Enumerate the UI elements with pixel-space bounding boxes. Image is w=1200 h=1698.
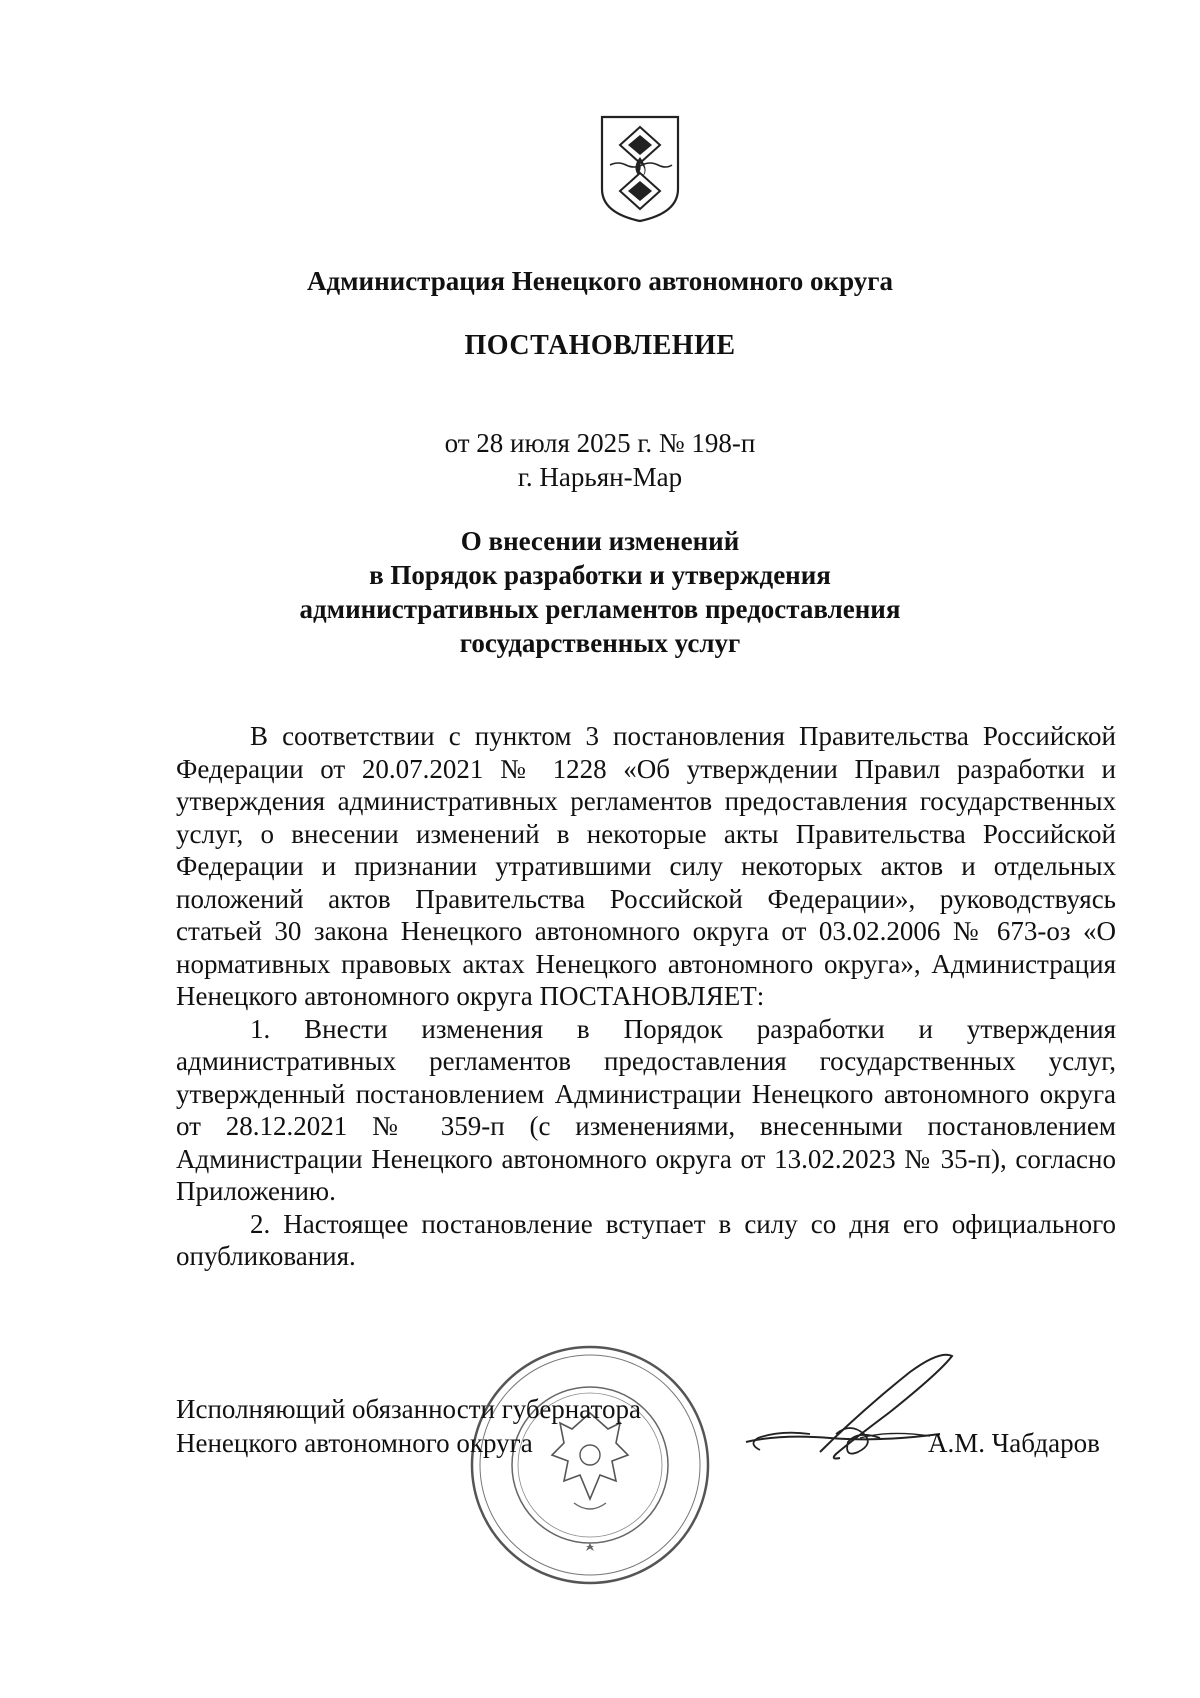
- document-city: г. Нарьян-Мар: [517, 462, 683, 492]
- signer-position-line: Исполняющий обязанности губернатора: [176, 1394, 641, 1424]
- coat-of-arms-icon: [598, 113, 682, 225]
- item-2-paragraph: 2. Настоящее постановление вступает в силу со дня его официального опубликования.: [176, 1208, 1116, 1271]
- signer-position: [176, 1392, 641, 1460]
- preamble-paragraph: В соответствии с пунктом 3 постановления Правительства Российской Федерации от 20.07.2021 № 1228 «Об утверждении Правил разработки и утверждения административных регламентов предоставления государственных услуг, о внесении изменений в некоторые акты Правительства Российской Федерации и признании утратившими силу некоторых актов и отдельных положений актов Правительства Российской Федерации», руководствуясь статьей 30 закона Ненецкого автономного округа от 03.02.2006 № 673-оз «О нормативных правовых актах Ненецкого автономного округа», Администрация Ненецкого автономного округа ПОСТАНОВЛЯЕТ:: [176, 721, 1116, 1011]
- title-line: О внесении изменений: [460, 526, 740, 556]
- signer-position-line: Ненецкого автономного округа: [176, 1428, 533, 1458]
- organization-name: Администрация Ненецкого автономного округа: [306, 266, 894, 296]
- item-1-paragraph: 1. Внести изменения в Порядок разработки и утверждения административных регламентов предоставления государственных услуг, утвержденный постановлением Администрации Ненецкого автономного округа от 28.12.2021 № 359-п (с изменениями, внесенными постановлением Администрации Ненецкого автономного округа от 13.02.2023 № 35-п), согласно Приложению.: [176, 1013, 1116, 1206]
- title-line: административных регламентов предоставления: [299, 594, 901, 624]
- document-date-number: от 28 июля 2025 г. № 198-п: [444, 428, 756, 458]
- signer-name: А.М. Чабдаров: [928, 1428, 1100, 1458]
- document-title: [0, 524, 1200, 660]
- official-seal-icon: [468, 1343, 712, 1587]
- title-line: государственных услуг: [459, 628, 741, 658]
- title-line: в Порядок разработки и утверждения: [369, 560, 831, 590]
- document-type: ПОСТАНОВЛЕНИЕ: [464, 330, 736, 361]
- document-body: [176, 720, 1116, 1273]
